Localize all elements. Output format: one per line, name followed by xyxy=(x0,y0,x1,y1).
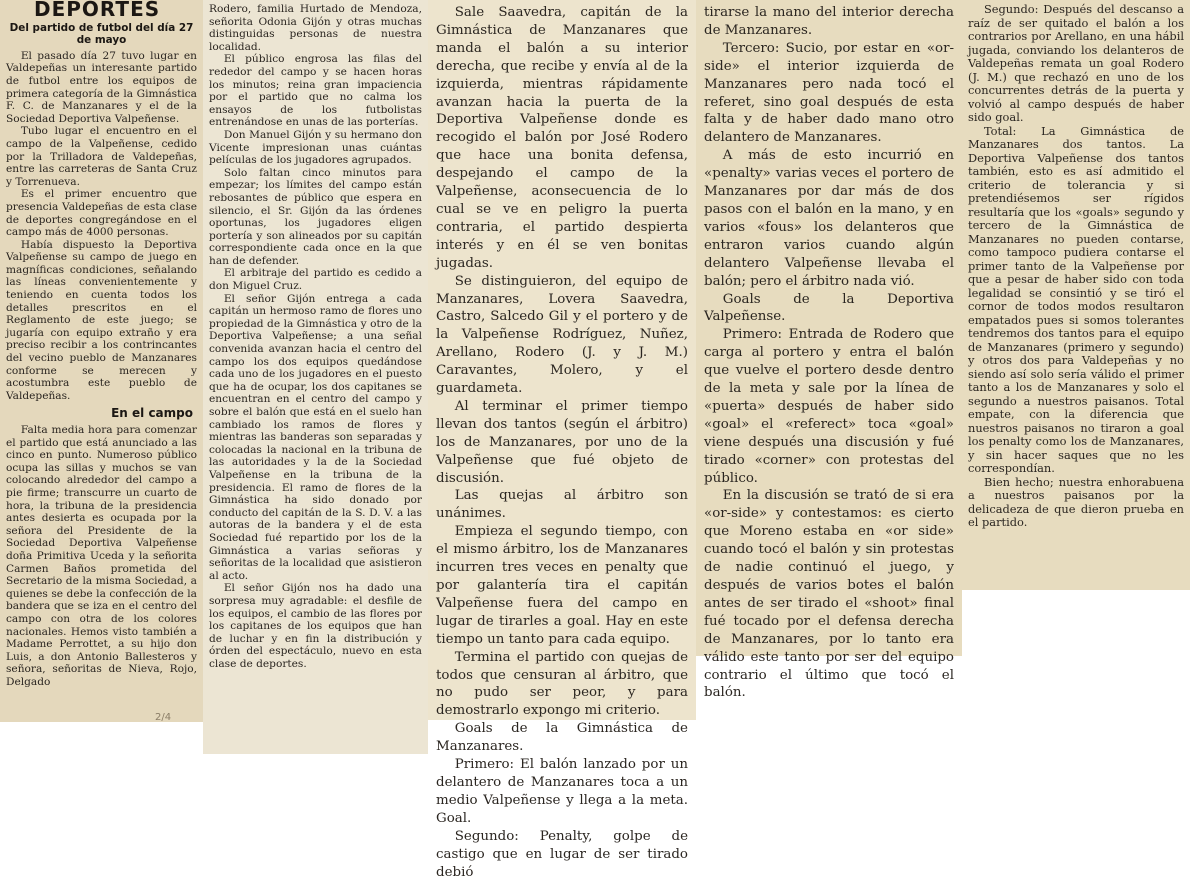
article-column-5 xyxy=(962,0,1190,590)
paragraph: Es el primer encuentro que presencia Valdepeñas de esta clase de deportes congregándose en el campo más de 4000 personas. xyxy=(6,188,197,239)
paragraph: Empieza el segundo tiempo, con el mismo árbitro, los de Manzanares incurren tres veces en penalty que por galantería tira el capitán Valpeñense fuera del campo en lugar de tirarles a goal. Hay en este tiempo un tanto para cada equipo. xyxy=(436,524,688,647)
paragraph: Primero: El balón lanzado por un delantero de Manzanares toca a un medio Valpeñense y llega a la meta. Goal. xyxy=(436,757,688,826)
paragraph: El señor Gijón nos ha dado una sorpresa muy agradable: el desfile de los equipos, el cambio de las flores por los capitanes de los equipos que han de luchar y en fin la distribución y órden del espectáculo, nuevo en esta clase de deportes. xyxy=(209,582,422,670)
paragraph: A más de esto incurrió en «penalty» varias veces el portero de Manzanares por dar más de dos pasos con el balón en la mano, y en varios «fous» los delanteros que entraron varios cuando algún delantero Valpeñense llevaba el balón; pero el árbitro nada vió. xyxy=(704,148,954,289)
paragraph: Solo faltan cinco minutos para empezar; los límites del campo están rebosantes de público que espera en silencio, el Sr. Gijón da las órdenes oportunas, los jugadores eligen portería y son alineados por su capitán correspondiente cada once en la que han de defender. xyxy=(209,166,422,267)
paragraph: Rodero, familia Hurtado de Mendoza, señorita Odonia Gijón y otras muchas distinguidas personas de nuestra localidad. xyxy=(209,3,422,53)
section-heading: En el campo xyxy=(111,406,193,421)
paragraph: Termina el partido con quejas de todos que censuran al árbitro, que no pudo ser peor, y para demostrarlo expongo mi criterio. xyxy=(436,649,688,719)
article-column-4 xyxy=(696,0,962,701)
paragraph: Falta media hora para comenzar el partido que está anunciado a las cinco en punto. Numeroso público ocupa las sillas y muchos se van colocando alrededor del campo a pie firme; transcurre un cuarto de hora, la tribuna de la presidencia antes desierta es ocupada por la señora del Presidente de la Sociedad Deportiva Valpeñense doña Primitiva Uceda y la señorita Carmen Baños prometida del Secretario de la misma Sociedad, a quienes se debe la confección de la bandera que se iza en el centro del campo con otra de los colores nacionales. Hemos visto también a Madame Perrottet, a su hijo don Luis, a don Antonio Ballesteros y señora, señoritas de Nieva, Rojo, Delgado xyxy=(6,424,197,688)
paragraph: El público engrosa las filas del rededor del campo y se hacen horas los minutos; reina gran impaciencia por el partido que no calma los ensayos de los futbolistas entrenándose en unas de las porterías. xyxy=(209,53,422,129)
section-masthead: DEPORTES xyxy=(34,0,161,21)
paragraph: Primero: Entrada de Rodero que carga al portero y entra el balón que vuelve el portero desde dentro de la meta y sale por la línea de «puerta» después de haber sido «goal» el «referect» toca «goal» viene después una discusión y fué tirado «corner» con protestas del público. xyxy=(704,327,954,486)
paragraph: Al terminar el primer tiempo llevan dos tantos (según el árbitro) los de Manzanares, por uno de la Valpeñense que fué objeto de discusión. xyxy=(436,398,688,486)
paragraph: Tercero: Sucio, por estar en «or-side» el interior izquierda de Manzanares pero nada tocó el referet, sino goal después de esta falta y de haber dado mano otro delantero de Manzanares. xyxy=(704,40,954,146)
article-subhead: Del partido de futbol del día 27 de mayo xyxy=(9,21,194,47)
paragraph: Las quejas al árbitro son unánimes. xyxy=(436,488,688,522)
paragraph: En la discusión se trató de si era «or-side» y contestamos: es cierto que Moreno estaba en «or side» cuando tocó el balón y sin protestas de nadie continuó el juego, y después de varios botes el balón antes de ser tirado el «shoot» final fué tocado por el defensa derecha de Manzanares, por lo tanto era válido este tanto por ser del equipo contrario el último que tocó el balón. xyxy=(704,488,954,701)
paragraph: Total: La Gimnástica de Manzanares dos tantos. La Deportiva Valpeñense dos tantos también, esto es así admitido el criterio de tolerancia y si pretendiésemos ser rígidos resultaría que los «goals» segundo y tercero de la Gimnástica de Manzanares no pueden contarse, como tampoco pudiera contarse el primer tanto de la Valpeñense por que a pesar de haber sido con toda legalidad se consintió y se tiró el cornor de todos modos resultaron empatados pues si somos tolerantes tendremos dos tantos para el equipo de Manzanares (primero y segundo) y otros dos para Valdepeñas y no siendo así solo sería válido el primer tanto a los de Manzanares y solo el segundo a nuestros paisanos. Total empate, con la diferencia que nuestros paisanos no tiraron a goal los penalty como los de Manzanares, y sin hacer saques que no les correspondían. xyxy=(968,123,1184,475)
paragraph: Había dispuesto la Deportiva Valpeñense su campo de juego en magníficas condiciones, señalando las líneas convenientemente y teniendo en cuenta todos los detalles prescritos en el Reglamento de este juego; se jugaría con equipo extraño y era preciso recibir a los contrincantes del vecino pueblo de Manzanares conforme se merecen y acostumbra este pueblo de Valdepeñas. xyxy=(6,238,197,402)
paragraph: Don Manuel Gijón y su hermano don Vicente impresionan unas cuántas películas de los jugadores agrupados. xyxy=(209,128,422,167)
article-column-2 xyxy=(203,0,428,754)
paragraph: tirarse la mano del interior derecha de Manzanares. xyxy=(704,5,954,38)
paragraph: Goals de la Deportiva Valpeñense. xyxy=(704,291,954,325)
paragraph: El arbitraje del partido es cedido a don Miguel Cruz. xyxy=(209,267,422,293)
paragraph: Bien hecho; nuestra enhorabuena a nuestros paisanos por la delicadeza de que dieron prueba en el partido. xyxy=(968,474,1184,529)
paragraph: Goals de la Gimnástica de Manzanares. xyxy=(436,721,688,755)
page-marker: 2/4 xyxy=(155,712,172,723)
paragraph: Tubo lugar el encuentro en el campo de la Valpeñense, cedido por la Trilladora de Valdepeñas, entre las carreteras de Santa Cruz y Torrenueva. xyxy=(6,125,197,188)
paragraph: Segundo: Después del descanso a raíz de ser quitado el balón a los contrarios por Arellano, en una hábil jugada, conviando los delanteros de Valdepeñas remata un goal Rodero (J. M.) que rechazó en uno de los concurrentes detrás de la puerta y volvió al campo después de haber sido goal. xyxy=(968,2,1184,124)
paragraph: Segundo: Penalty, golpe de castigo que en lugar de ser tirado debió xyxy=(436,828,688,880)
paragraph: Sale Saavedra, capitán de la Gimnástica de Manzanares que manda el balón a su interior derecha, que recibe y envía al de la izquierda, mientras rápidamente avanzan hacia la puerta de la Deportiva Valpeñense donde es recogido el balón por José Rodero que hace una bonita defensa, despejando el campo de la Valpeñense, aconsecuencia de lo cual se ve en peligro la puerta contraria, el partido despierta interés y en él se ven bonitas jugadas. xyxy=(436,5,688,271)
article-column-3 xyxy=(428,0,696,880)
article-column-1 xyxy=(0,0,203,722)
paragraph: El pasado día 27 tuvo lugar en Valdepeñas un interesante partido de futbol entre los equipos de primera categoría de la Gimnástica F. C. de Manzanares y el de la Sociedad Deportiva Valpeñense. xyxy=(6,49,197,125)
paragraph: El señor Gijón entrega a cada capitán un hermoso ramo de flores uno propiedad de la Gimnástica y otro de la Deportiva Valpeñense; a una señal convenida avanzan hacia el centro del campo los dos equipos quedándose cada uno de los jugadores en el puesto que ha de ocupar, los dos capitanes se encuentran en el centro del campo y sobre el balón que está en el suelo han cambiado los ramos de flores y mientras las banderas son separadas y colocadas la nacional en la tribuna de las autoridades y la de la Sociedad Valpeñense en la tribuna de la presidencia. El ramo de flores de la Gimnástica ha sido donado por conducto del capitán de la S. D. V. a las autoras de la bandera y el de esta Sociedad fué repartido por los de la Gimnástica a varias señoras y señoritas de la localidad que asistieron al acto. xyxy=(209,292,422,582)
paragraph: Se distinguieron, del equipo de Manzanares, Lovera Saavedra, Castro, Salcedo Gil y el portero y de la Valpeñense Rodríguez, Nuñez, Arellano, Rodero (J. y J. M.) Caravantes, Molero, y el guardameta. xyxy=(436,273,688,397)
